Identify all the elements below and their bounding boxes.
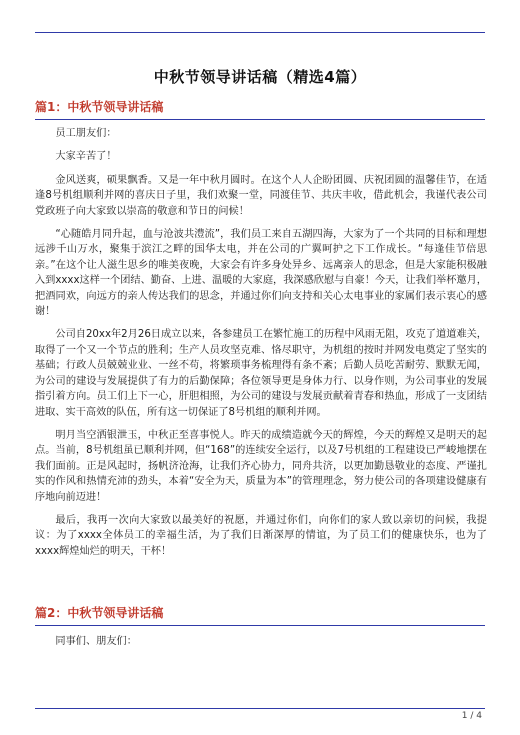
section-heading-2 bbox=[35, 604, 485, 626]
header-rule bbox=[35, 32, 485, 33]
document-title: 中秋节领导讲话稿（精选4篇） bbox=[153, 68, 367, 86]
section-heading-1-rule bbox=[35, 119, 485, 120]
paragraph: 金风送爽，硕果飘香。又是一年中秋月圆时。在这个人人企盼团圆、庆祝团圆的温馨佳节，在适逢8号机组顺利并网的喜庆日子里，我们欢聚一堂，同渡佳节、共庆丰收，借此机会，我谨代表公司党政班子向大家致以崇高的敬意和节日的问候！ bbox=[35, 174, 487, 217]
footer-rule bbox=[35, 708, 485, 709]
paragraph: 大家辛苦了！ bbox=[55, 151, 117, 163]
section-heading-2-text: 篇2：中秋节领导讲话稿 bbox=[35, 606, 164, 620]
section-heading-2-rule bbox=[35, 625, 485, 626]
paragraph: 明月当空洒银泄玉，中秋正至喜事悦人。昨天的成绩造就今天的辉煌，今天的辉煌又是明天的起点。当前，8号机组虽已顺利并网，但“168”的连续安全运行，以及7号机组的工程建设已严峻地摆在我们面前。正是风起时，扬帆济沧海，让我们齐心协力，同舟共济，以更加勤恳敬业的态度、严谨扎实的作风和热情充沛的劲头，本着“安全为天，质量为本”的管理理念，努力使公司的各项建设健康有序地向前迈进！ bbox=[35, 429, 487, 503]
paragraph: 公司自20xx年2月26日成立以来，各参建员工在繁忙施工的历程中风雨无阻，攻克了道道难关，取得了一个又一个节点的胜利；生产人员攻坚克难、恪尽职守，为机组的按时并网发电奠定了坚实的基础；行政人员兢兢业业、一丝不苟，将繁琐事务梳理得有条不紊；后勤人员吃苦耐劳、默默无闻，为公司的建设与发展提供了有力的后勤保障；各位领导更是身体力行、以身作则，为公司事业的发展指引着方向。员工们上下一心，肝胆相照，为公司的建设与发展贡献着青春和热血，形成了一支团结进取、实干高效的队伍，所有这一切保证了8号机组的顺利并网。 bbox=[35, 329, 487, 418]
greeting: 同事们、朋友们： bbox=[55, 636, 137, 647]
greeting: 员工朋友们： bbox=[55, 128, 117, 139]
paragraph: “心随皓月同升起，血与沧波共澧流”，我们员工来自五湖四海，大家为了一个共同的目标和理想远涉千山万水，聚集于滨江之畔的国华太电，并在公司的广翼呵护之下工作成长。“每逢佳节倍思亲。”在这个让人滋生思乡的唯美夜晚，大家会有许多身处异乡、远离亲人的思念，但是大家能积极融入到xxxx这样一个团结、勤奋、上进、温暖的大家庭，我深感欣慰与自豪！今天，让我们举杯邀月，把酒同欢，向远方的亲人传达我们的思念，并通过你们向支持和关心太电事业的家属们表示衷心的感谢！ bbox=[35, 229, 487, 318]
section-heading-1-text: 篇1：中秋节领导讲话稿 bbox=[35, 100, 164, 114]
section-1-body bbox=[35, 126, 487, 567]
section-heading-1 bbox=[35, 98, 485, 120]
page-number: 1 / 4 bbox=[461, 711, 482, 721]
section-2-body bbox=[35, 634, 487, 657]
paragraph: 最后，我再一次向大家致以最美好的祝愿，并通过你们，向你们的家人致以亲切的问候，我提议：为了xxxx全体员工的幸福生活，为了我们日渐深厚的情谊，为了员工们的健康快乐，也为了xxxx辉煌灿烂的明天，干杯！ bbox=[35, 514, 487, 557]
